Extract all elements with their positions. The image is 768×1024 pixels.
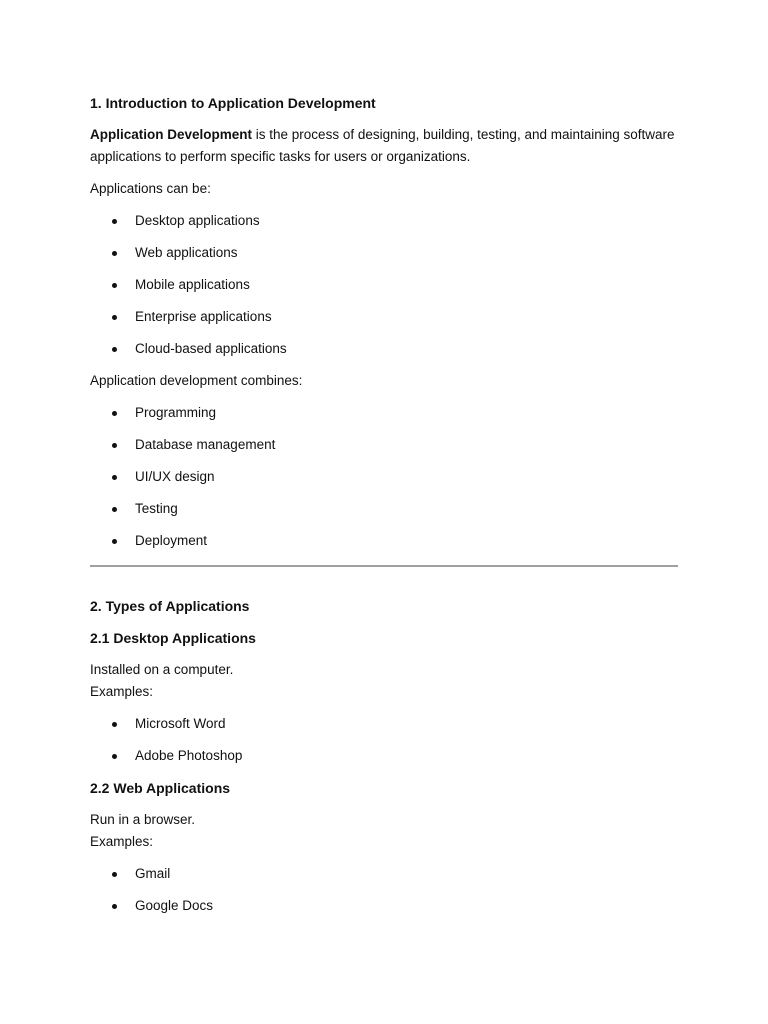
web-apps-description: Run in a browser. [90,812,196,827]
section-2-heading: 2. Types of Applications [90,598,250,614]
list-item [90,338,678,360]
list-item-text: UI/UX design [135,469,215,484]
desktop-examples-list [90,713,678,767]
list-item [90,498,678,520]
list-item-text: Database management [135,437,276,452]
bullet-icon [112,754,117,759]
list-item [90,745,678,767]
list-item [90,895,678,917]
list-item-text: Mobile applications [135,277,250,292]
list-item-text: Gmail [135,866,171,881]
bullet-icon [112,872,117,877]
web-apps-heading: 2.2 Web Applications [90,780,231,796]
document-page [90,92,678,917]
list-item-text: Google Docs [135,898,214,913]
web-examples-list [90,863,678,917]
applications-label: Applications can be: [90,181,211,196]
list-item-text: Cloud-based applications [135,341,287,356]
list-item-text: Deployment [135,533,208,548]
bullet-icon [112,283,117,288]
list-item [90,306,678,328]
list-item [90,402,678,424]
list-item [90,530,678,552]
list-item [90,863,678,885]
bullet-icon [112,722,117,727]
bullet-icon [112,219,117,224]
bullet-icon [112,251,117,256]
bullet-icon [112,443,117,448]
bullet-icon [112,315,117,320]
bullet-icon [112,475,117,480]
application-types-list [90,210,678,360]
list-item [90,242,678,264]
bullet-icon [112,904,117,909]
desktop-examples-label: Examples: [90,684,154,699]
list-item-text: Web applications [135,245,238,260]
desktop-apps-heading: 2.1 Desktop Applications [90,630,256,646]
horizontal-divider [90,565,678,567]
list-item-text: Enterprise applications [135,309,272,324]
intro-term: Application Development [90,127,253,142]
bullet-icon [112,507,117,512]
list-item [90,210,678,232]
list-item-text: Testing [135,501,178,516]
section-1-heading: 1. Introduction to Application Development [90,95,376,111]
list-item [90,434,678,456]
intro-paragraph [90,124,678,168]
combines-list [90,402,678,552]
bullet-icon [112,411,117,416]
list-item-text: Adobe Photoshop [135,748,243,763]
list-item-text: Programming [135,405,217,420]
web-examples-label: Examples: [90,834,154,849]
list-item-text: Microsoft Word [135,716,226,731]
list-item [90,713,678,735]
bullet-icon [112,347,117,352]
list-item-text: Desktop applications [135,213,260,228]
bullet-icon [112,539,117,544]
list-item [90,274,678,296]
intro-definition: is the process of designing, building, testing, and maintaining software applications to perform specific tasks for users or organizations. [90,127,675,164]
list-item [90,466,678,488]
desktop-apps-description: Installed on a computer. [90,662,234,677]
combines-label: Application development combines: [90,373,303,388]
